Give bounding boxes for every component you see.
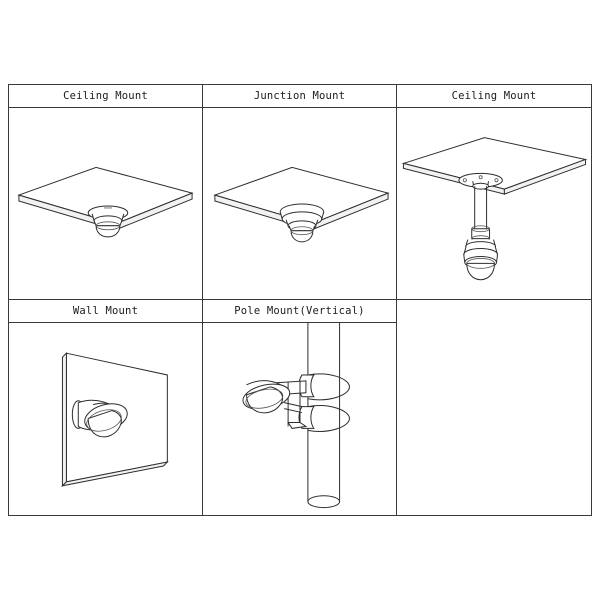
illustration-junction-mount <box>203 108 396 299</box>
cell-wall-mount <box>9 300 203 515</box>
cell-pole-mount-vertical <box>203 300 397 515</box>
illustration-ceiling-mount-flush <box>9 108 202 299</box>
cell-ceiling-mount-pendant <box>397 85 591 300</box>
illustration-empty <box>397 300 591 492</box>
illustration-pole-mount-vertical <box>203 323 396 515</box>
illustration-ceiling-mount-pendant <box>397 108 591 299</box>
cell-title-junction-mount: Junction Mount <box>203 85 396 108</box>
mount-options-grid <box>8 84 592 516</box>
cell-title-pole-mount-vertical: Pole Mount(Vertical) <box>203 300 396 323</box>
cell-title-ceiling-mount-flush: Ceiling Mount <box>9 85 202 108</box>
cell-title-wall-mount: Wall Mount <box>9 300 202 323</box>
cell-title-ceiling-mount-pendant: Ceiling Mount <box>397 85 591 108</box>
illustration-wall-mount <box>9 323 202 515</box>
cell-ceiling-mount-flush <box>9 85 203 300</box>
cell-empty <box>397 300 591 515</box>
cell-junction-mount <box>203 85 397 300</box>
